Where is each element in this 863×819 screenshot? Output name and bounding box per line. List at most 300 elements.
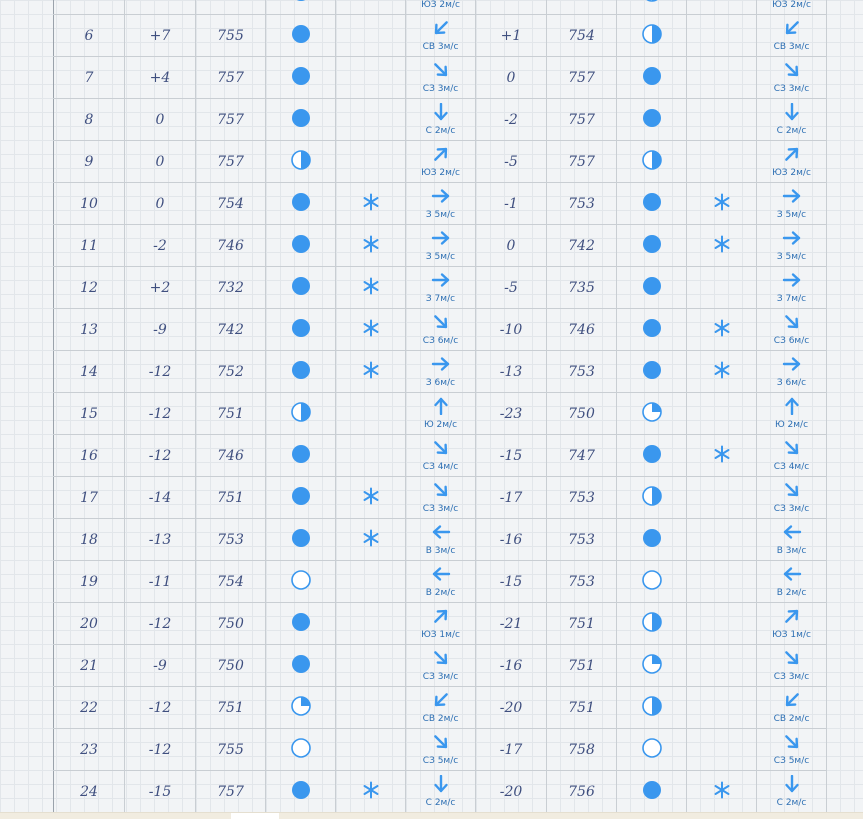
evening-cloud-half-icon-cell [617, 0, 687, 15]
evening-wind-cell [757, 225, 827, 267]
weather-diary-table [53, 0, 827, 813]
evening-pressure: 747 [547, 435, 617, 477]
evening-temperature: -15 [476, 435, 547, 477]
day-pressure: 742 [196, 309, 266, 351]
day-cloud-overcast-icon-cell [266, 267, 336, 309]
wind-label: СЗ 3м/с [773, 84, 810, 94]
day-cloud-overcast-icon-cell [266, 15, 336, 57]
day-snow-icon [362, 529, 380, 551]
evening-temperature: -5 [476, 267, 547, 309]
evening-pressure: 742 [547, 225, 617, 267]
evening-cloud-overcast-icon-cell [617, 99, 687, 141]
day-pressure: 732 [196, 267, 266, 309]
wind-label: З 5м/с [776, 210, 807, 220]
evening-cloud-quarter-icon [642, 402, 662, 426]
evening-snow-icon-cell [687, 393, 757, 435]
wind-label: ЮЗ 2м/с [421, 0, 460, 10]
day-number: 13 [54, 309, 125, 351]
table-row [54, 309, 827, 351]
table-row [54, 351, 827, 393]
wind-arrow-icon [431, 523, 451, 545]
evening-cloud-overcast-icon-cell [617, 183, 687, 225]
day-snow-icon [362, 781, 380, 803]
day-temperature: -9 [125, 309, 196, 351]
evening-cloud-overcast-icon [642, 444, 662, 468]
day-temperature: 0 [125, 141, 196, 183]
day-number: 22 [54, 687, 125, 729]
evening-cloud-overcast-icon-cell [617, 519, 687, 561]
day-snow-icon-cell [336, 351, 406, 393]
evening-temperature: -23 [476, 393, 547, 435]
evening-cloud-clear-icon [642, 570, 662, 594]
day-number: 18 [54, 519, 125, 561]
wind-arrow-icon [782, 649, 802, 671]
day-temperature: +4 [125, 57, 196, 99]
evening-cloud-overcast-icon-cell [617, 435, 687, 477]
evening-snow-icon-cell [687, 0, 757, 15]
evening-cloud-half-icon-cell [617, 603, 687, 645]
evening-wind-cell [757, 435, 827, 477]
evening-temperature: -21 [476, 603, 547, 645]
evening-cloud-half-icon [642, 150, 662, 174]
evening-temperature: -13 [476, 351, 547, 393]
wind-arrow-icon [431, 355, 451, 377]
day-pressure: 757 [196, 141, 266, 183]
wind-arrow-icon [782, 313, 802, 335]
evening-pressure: 756 [547, 771, 617, 813]
wind-arrow-icon [782, 565, 802, 587]
bottom-scroll-strip[interactable] [0, 812, 863, 819]
table-row [54, 0, 827, 15]
evening-cloud-half-icon [642, 24, 662, 48]
day-number: 19 [54, 561, 125, 603]
day-snow-icon [362, 277, 380, 299]
day-temperature: -2 [125, 225, 196, 267]
day-cloud-half-icon [291, 150, 311, 174]
table-row [54, 729, 827, 771]
evening-cloud-quarter-icon-cell [617, 393, 687, 435]
day-number: 6 [54, 15, 125, 57]
wind-arrow-icon [431, 145, 451, 167]
evening-temperature: +1 [476, 15, 547, 57]
wind-label: СВ 2м/с [422, 714, 459, 724]
day-cloud-clear-icon-cell [266, 729, 336, 771]
evening-snow-icon [713, 781, 731, 803]
wind-arrow-icon [782, 271, 802, 293]
wind-arrow-icon [782, 481, 802, 503]
evening-wind-cell [757, 267, 827, 309]
evening-snow-icon [713, 235, 731, 257]
evening-cloud-overcast-icon-cell [617, 57, 687, 99]
evening-wind-cell [757, 477, 827, 519]
evening-snow-icon-cell [687, 771, 757, 813]
day-snow-icon [362, 235, 380, 257]
day-wind-cell [406, 477, 476, 519]
day-pressure: 754 [196, 561, 266, 603]
day-snow-icon-cell [336, 393, 406, 435]
evening-cloud-clear-icon-cell [617, 729, 687, 771]
evening-pressure: 753 [547, 477, 617, 519]
evening-cloud-half-icon [642, 612, 662, 636]
evening-snow-icon-cell [687, 57, 757, 99]
evening-snow-icon [713, 319, 731, 341]
wind-label: СЗ 6м/с [773, 336, 810, 346]
day-number: 7 [54, 57, 125, 99]
day-cloud-overcast-icon [291, 192, 311, 216]
evening-pressure: 735 [547, 267, 617, 309]
day-temperature: -15 [125, 771, 196, 813]
wind-label: ЮЗ 1м/с [772, 630, 811, 640]
day-cloud-clear-icon [291, 570, 311, 594]
day-cloud-overcast-icon-cell [266, 183, 336, 225]
evening-snow-icon-cell [687, 267, 757, 309]
day-pressure: 750 [196, 645, 266, 687]
day-number: 15 [54, 393, 125, 435]
day-number: 8 [54, 99, 125, 141]
wind-label: С 2м/с [425, 798, 456, 808]
day-temperature: -12 [125, 687, 196, 729]
day-wind-cell [406, 687, 476, 729]
day-snow-icon-cell [336, 309, 406, 351]
day-temperature [125, 0, 196, 15]
wind-arrow-icon [431, 61, 451, 83]
evening-wind-cell [757, 141, 827, 183]
day-cloud-overcast-icon [291, 612, 311, 636]
wind-label: СЗ 5м/с [422, 756, 459, 766]
day-wind-cell [406, 0, 476, 15]
table-row [54, 267, 827, 309]
evening-pressure: 754 [547, 15, 617, 57]
evening-temperature: -5 [476, 141, 547, 183]
evening-cloud-overcast-icon-cell [617, 771, 687, 813]
day-cloud-clear-icon [291, 738, 311, 762]
day-pressure: 757 [196, 771, 266, 813]
wind-arrow-icon [782, 775, 802, 797]
day-cloud-overcast-icon-cell [266, 99, 336, 141]
evening-cloud-half-icon [642, 696, 662, 720]
table-row [54, 645, 827, 687]
day-number: 10 [54, 183, 125, 225]
evening-cloud-clear-icon-cell [617, 561, 687, 603]
evening-cloud-overcast-icon-cell [617, 225, 687, 267]
wind-arrow-icon [782, 439, 802, 461]
evening-wind-cell [757, 15, 827, 57]
wind-arrow-icon [431, 481, 451, 503]
evening-temperature: 0 [476, 57, 547, 99]
wind-arrow-icon [782, 733, 802, 755]
day-wind-cell [406, 351, 476, 393]
wind-arrow-icon [782, 523, 802, 545]
day-temperature: 0 [125, 99, 196, 141]
day-snow-icon [362, 193, 380, 215]
wind-arrow-icon [782, 607, 802, 629]
evening-snow-icon-cell [687, 519, 757, 561]
evening-cloud-half-icon-cell [617, 687, 687, 729]
day-snow-icon-cell [336, 99, 406, 141]
evening-pressure: 751 [547, 687, 617, 729]
wind-label: СЗ 4м/с [773, 462, 810, 472]
day-cloud-overcast-icon [291, 444, 311, 468]
day-number: 24 [54, 771, 125, 813]
day-cloud-overcast-icon [291, 24, 311, 48]
day-number: 16 [54, 435, 125, 477]
evening-cloud-half-icon-cell [617, 15, 687, 57]
day-cloud-overcast-icon-cell [266, 0, 336, 15]
day-snow-icon-cell [336, 729, 406, 771]
wind-arrow-icon [431, 649, 451, 671]
day-snow-icon-cell [336, 57, 406, 99]
day-snow-icon [362, 361, 380, 383]
evening-snow-icon-cell [687, 729, 757, 771]
day-pressure: 746 [196, 435, 266, 477]
table-row [54, 15, 827, 57]
day-cloud-overcast-icon [291, 276, 311, 300]
wind-label: СЗ 6м/с [422, 336, 459, 346]
day-temperature: -14 [125, 477, 196, 519]
day-cloud-overcast-icon-cell [266, 477, 336, 519]
evening-temperature [476, 0, 547, 15]
day-number: 11 [54, 225, 125, 267]
day-temperature: 0 [125, 183, 196, 225]
wind-arrow-icon [782, 229, 802, 251]
day-snow-icon [362, 319, 380, 341]
table-row [54, 393, 827, 435]
table-row [54, 477, 827, 519]
day-cloud-overcast-icon-cell [266, 771, 336, 813]
evening-temperature: -2 [476, 99, 547, 141]
day-snow-icon-cell [336, 0, 406, 15]
evening-snow-icon-cell [687, 141, 757, 183]
day-wind-cell [406, 99, 476, 141]
day-snow-icon-cell [336, 519, 406, 561]
day-temperature: +7 [125, 15, 196, 57]
evening-wind-cell [757, 351, 827, 393]
evening-cloud-overcast-icon [642, 780, 662, 804]
wind-arrow-icon [782, 397, 802, 419]
evening-snow-icon [713, 361, 731, 383]
day-number: 12 [54, 267, 125, 309]
evening-wind-cell [757, 0, 827, 15]
day-snow-icon-cell [336, 183, 406, 225]
wind-arrow-icon [431, 313, 451, 335]
wind-label: СВ 3м/с [422, 42, 459, 52]
wind-arrow-icon [782, 355, 802, 377]
evening-pressure [547, 0, 617, 15]
day-number [54, 0, 125, 15]
day-pressure: 757 [196, 57, 266, 99]
evening-cloud-overcast-icon [642, 66, 662, 90]
wind-label: С 2м/с [776, 798, 807, 808]
wind-arrow-icon [431, 691, 451, 713]
evening-temperature: -20 [476, 771, 547, 813]
evening-temperature: 0 [476, 225, 547, 267]
evening-cloud-half-icon-cell [617, 141, 687, 183]
evening-pressure: 753 [547, 183, 617, 225]
evening-wind-cell [757, 561, 827, 603]
day-cloud-clear-icon-cell [266, 561, 336, 603]
evening-cloud-overcast-icon-cell [617, 309, 687, 351]
day-cloud-half-icon [291, 402, 311, 426]
evening-cloud-quarter-icon-cell [617, 645, 687, 687]
wind-label: З 6м/с [425, 378, 456, 388]
wind-label: В 2м/с [425, 588, 456, 598]
wind-arrow-icon [431, 187, 451, 209]
evening-temperature: -17 [476, 477, 547, 519]
day-pressure: 755 [196, 15, 266, 57]
day-snow-icon-cell [336, 267, 406, 309]
day-snow-icon-cell [336, 687, 406, 729]
table-row [54, 57, 827, 99]
evening-cloud-overcast-icon [642, 234, 662, 258]
wind-label: З 5м/с [425, 252, 456, 262]
day-number: 17 [54, 477, 125, 519]
evening-pressure: 753 [547, 519, 617, 561]
wind-label: В 2м/с [776, 588, 807, 598]
wind-arrow-icon [782, 61, 802, 83]
day-temperature: -9 [125, 645, 196, 687]
day-cloud-overcast-icon-cell [266, 57, 336, 99]
evening-cloud-overcast-icon [642, 528, 662, 552]
day-temperature: -12 [125, 729, 196, 771]
evening-snow-icon-cell [687, 99, 757, 141]
day-pressure: 755 [196, 729, 266, 771]
day-temperature: +2 [125, 267, 196, 309]
evening-snow-icon-cell [687, 15, 757, 57]
wind-label: СЗ 3м/с [422, 504, 459, 514]
evening-temperature: -17 [476, 729, 547, 771]
day-wind-cell [406, 561, 476, 603]
evening-cloud-half-icon-cell [617, 477, 687, 519]
bottom-strip-highlight [231, 813, 279, 819]
table-row [54, 687, 827, 729]
wind-label: СЗ 4м/с [422, 462, 459, 472]
wind-label: СЗ 3м/с [422, 84, 459, 94]
evening-pressure: 750 [547, 393, 617, 435]
wind-arrow-icon [431, 565, 451, 587]
wind-label: ЮЗ 1м/с [421, 630, 460, 640]
day-pressure [196, 0, 266, 15]
wind-label: С 2м/с [425, 126, 456, 136]
wind-arrow-icon [431, 439, 451, 461]
evening-wind-cell [757, 57, 827, 99]
evening-pressure: 757 [547, 57, 617, 99]
day-pressure: 757 [196, 99, 266, 141]
evening-wind-cell [757, 183, 827, 225]
wind-label: В 3м/с [776, 546, 807, 556]
evening-cloud-overcast-icon [642, 108, 662, 132]
evening-cloud-half-icon [642, 0, 662, 6]
day-cloud-overcast-icon [291, 0, 311, 6]
day-pressure: 752 [196, 351, 266, 393]
day-wind-cell [406, 645, 476, 687]
evening-snow-icon [713, 445, 731, 467]
day-cloud-overcast-icon [291, 654, 311, 678]
evening-cloud-overcast-icon-cell [617, 267, 687, 309]
day-cloud-quarter-icon [291, 696, 311, 720]
wind-label: СЗ 3м/с [773, 672, 810, 682]
wind-label: С 2м/с [776, 126, 807, 136]
table-row [54, 435, 827, 477]
day-cloud-overcast-icon-cell [266, 309, 336, 351]
evening-snow-icon-cell [687, 183, 757, 225]
wind-arrow-icon [782, 691, 802, 713]
day-wind-cell [406, 435, 476, 477]
day-cloud-overcast-icon [291, 780, 311, 804]
evening-snow-icon-cell [687, 309, 757, 351]
day-number: 14 [54, 351, 125, 393]
day-snow-icon-cell [336, 771, 406, 813]
wind-label: З 7м/с [425, 294, 456, 304]
day-cloud-quarter-icon-cell [266, 687, 336, 729]
evening-pressure: 751 [547, 645, 617, 687]
evening-cloud-half-icon [642, 486, 662, 510]
evening-pressure: 758 [547, 729, 617, 771]
day-pressure: 746 [196, 225, 266, 267]
evening-wind-cell [757, 393, 827, 435]
wind-label: СЗ 3м/с [773, 504, 810, 514]
evening-pressure: 746 [547, 309, 617, 351]
wind-arrow-icon [431, 19, 451, 41]
wind-arrow-icon [431, 397, 451, 419]
day-wind-cell [406, 183, 476, 225]
evening-snow-icon-cell [687, 687, 757, 729]
wind-label: В 3м/с [425, 546, 456, 556]
day-pressure: 753 [196, 519, 266, 561]
wind-label: СЗ 3м/с [422, 672, 459, 682]
day-cloud-half-icon-cell [266, 393, 336, 435]
evening-snow-icon-cell [687, 477, 757, 519]
table-row [54, 99, 827, 141]
day-snow-icon [362, 487, 380, 509]
day-cloud-overcast-icon [291, 360, 311, 384]
day-snow-icon-cell [336, 603, 406, 645]
evening-snow-icon-cell [687, 225, 757, 267]
table-row [54, 771, 827, 813]
day-number: 20 [54, 603, 125, 645]
evening-wind-cell [757, 99, 827, 141]
evening-cloud-overcast-icon [642, 276, 662, 300]
day-wind-cell [406, 15, 476, 57]
wind-label: З 5м/с [776, 252, 807, 262]
day-pressure: 751 [196, 687, 266, 729]
day-temperature: -12 [125, 435, 196, 477]
evening-cloud-quarter-icon [642, 654, 662, 678]
evening-wind-cell [757, 519, 827, 561]
evening-pressure: 757 [547, 141, 617, 183]
day-cloud-overcast-icon [291, 528, 311, 552]
day-snow-icon-cell [336, 477, 406, 519]
evening-temperature: -16 [476, 519, 547, 561]
day-cloud-overcast-icon-cell [266, 435, 336, 477]
evening-snow-icon-cell [687, 603, 757, 645]
wind-arrow-icon [782, 19, 802, 41]
day-cloud-overcast-icon-cell [266, 645, 336, 687]
day-pressure: 751 [196, 393, 266, 435]
day-cloud-overcast-icon [291, 108, 311, 132]
evening-temperature: -1 [476, 183, 547, 225]
day-wind-cell [406, 267, 476, 309]
wind-label: З 7м/с [776, 294, 807, 304]
evening-temperature: -15 [476, 561, 547, 603]
day-number: 21 [54, 645, 125, 687]
day-number: 23 [54, 729, 125, 771]
day-snow-icon-cell [336, 645, 406, 687]
table-row [54, 225, 827, 267]
wind-label: З 6м/с [776, 378, 807, 388]
evening-snow-icon-cell [687, 351, 757, 393]
day-cloud-overcast-icon [291, 486, 311, 510]
day-wind-cell [406, 729, 476, 771]
